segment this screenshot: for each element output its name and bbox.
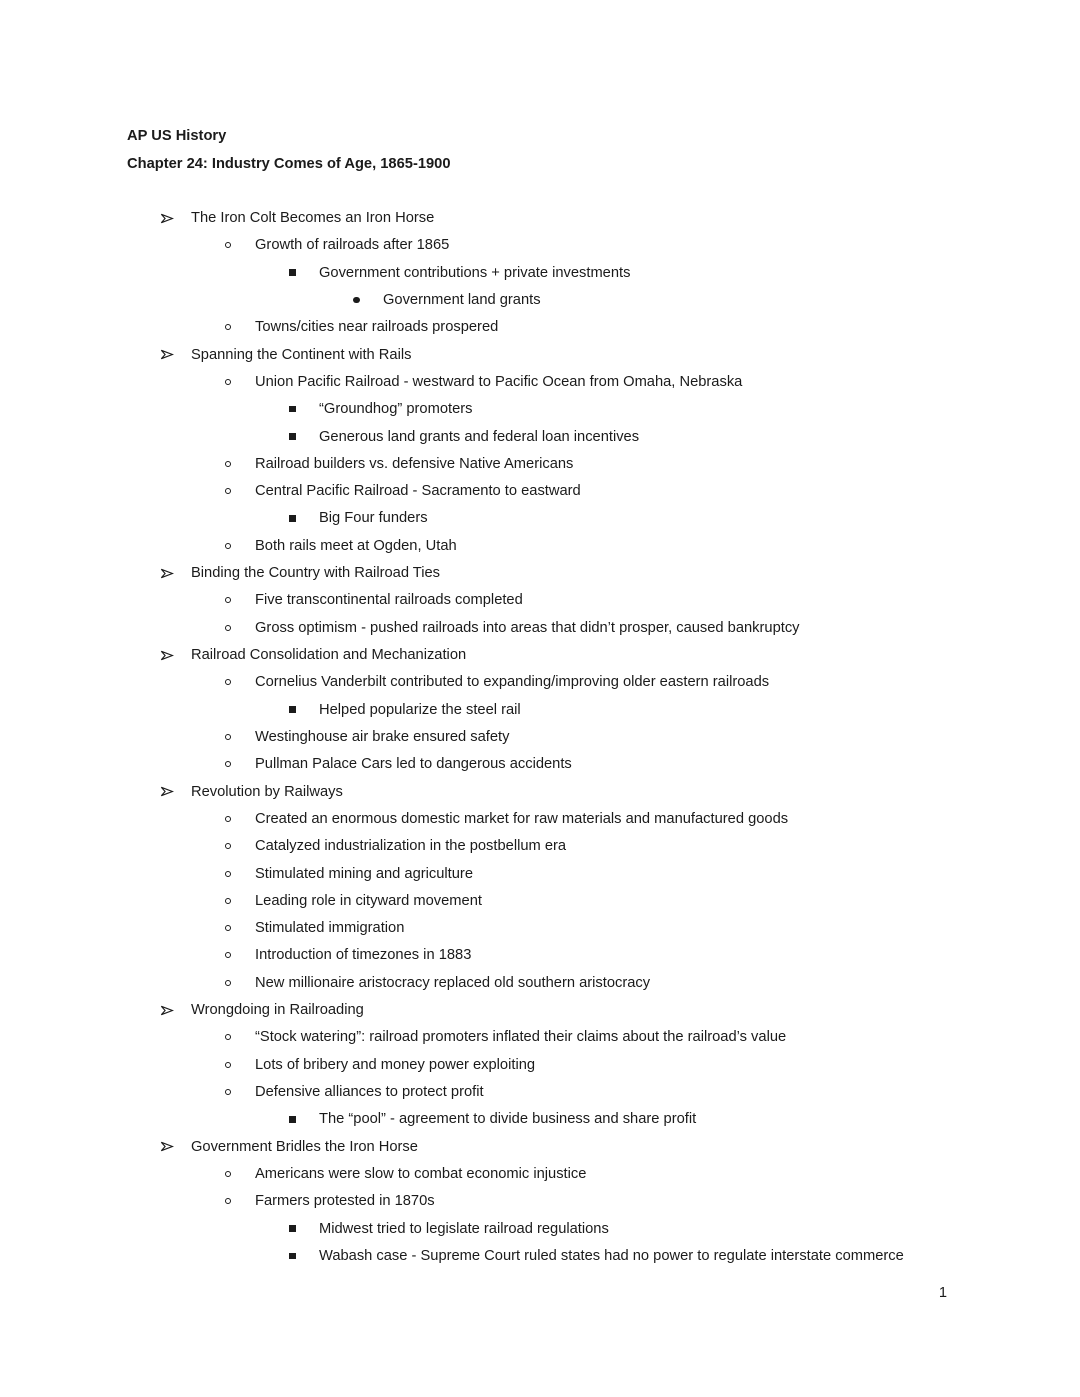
circle-bullet-icon	[224, 1089, 255, 1095]
arrowhead-bullet-icon	[160, 1141, 191, 1152]
list-item-text: Gross optimism - pushed railroads into areas that didn’t prosper, caused bankruptcy	[255, 619, 800, 636]
circle-bullet-icon	[224, 871, 255, 877]
list-item	[0, 805, 1080, 832]
outline-list	[0, 204, 1080, 1269]
list-item	[0, 969, 1080, 996]
circle-bullet-icon	[224, 543, 255, 549]
arrowhead-bullet-icon	[160, 213, 191, 224]
list-item-text: Wabash case - Supreme Court ruled states had no power to regulate interstate commerce	[319, 1247, 904, 1264]
circle-bullet-icon	[224, 324, 255, 330]
circle-bullet-icon	[224, 761, 255, 767]
list-item-text: Midwest tried to legislate railroad regulations	[319, 1220, 609, 1237]
list-item-text: Spanning the Continent with Rails	[191, 346, 412, 363]
list-item-text: Leading role in cityward movement	[255, 892, 482, 909]
document-subtitle: Chapter 24: Industry Comes of Age, 1865-1900	[127, 156, 451, 172]
list-item	[0, 232, 1080, 259]
circle-bullet-icon	[224, 1171, 255, 1177]
list-item	[0, 1024, 1080, 1051]
list-item	[0, 1051, 1080, 1078]
list-item	[0, 532, 1080, 559]
list-item	[0, 833, 1080, 860]
square-bullet-icon	[288, 433, 319, 440]
list-item-text: Stimulated immigration	[255, 920, 405, 937]
circle-bullet-icon	[224, 1034, 255, 1040]
list-item-text: Central Pacific Railroad - Sacramento to eastward	[255, 483, 581, 500]
list-item-text: Cornelius Vanderbilt contributed to expanding/improving older eastern railroads	[255, 674, 770, 691]
list-item-text: Towns/cities near railroads prospered	[255, 319, 499, 336]
circle-bullet-icon	[224, 488, 255, 494]
list-item-text: Union Pacific Railroad - westward to Pacific Ocean from Omaha, Nebraska	[255, 373, 743, 390]
circle-bullet-icon	[224, 980, 255, 986]
title-spacer	[0, 178, 1080, 204]
document-title: AP US History	[127, 128, 227, 144]
square-bullet-icon	[288, 706, 319, 713]
circle-bullet-icon	[224, 679, 255, 685]
square-bullet-icon	[288, 406, 319, 413]
list-item	[0, 915, 1080, 942]
page-number: 1	[938, 1285, 947, 1301]
list-item	[0, 423, 1080, 450]
list-item-text: Stimulated mining and agriculture	[255, 865, 473, 882]
circle-bullet-icon	[224, 925, 255, 931]
list-item-text: Five transcontinental railroads completed	[255, 592, 523, 609]
list-item	[0, 286, 1080, 313]
circle-bullet-icon	[224, 734, 255, 740]
list-item-text: Farmers protested in 1870s	[255, 1193, 435, 1210]
list-item-text: The “pool” - agreement to divide business and share profit	[319, 1111, 697, 1128]
circle-bullet-icon	[224, 952, 255, 958]
list-item-text: Westinghouse air brake ensured safety	[255, 728, 510, 745]
list-item-text: Catalyzed industrialization in the postbellum era	[255, 838, 567, 855]
square-bullet-icon	[288, 515, 319, 522]
list-item-text: Created an enormous domestic market for raw materials and manufactured goods	[255, 810, 789, 827]
list-item	[0, 1160, 1080, 1187]
list-item-text: Lots of bribery and money power exploiting	[255, 1056, 536, 1073]
arrowhead-bullet-icon	[160, 349, 191, 360]
list-item	[0, 396, 1080, 423]
circle-bullet-icon	[224, 1062, 255, 1068]
list-item	[0, 1133, 1080, 1160]
circle-bullet-icon	[224, 843, 255, 849]
arrowhead-bullet-icon	[160, 650, 191, 661]
list-item	[0, 341, 1080, 368]
list-item	[0, 559, 1080, 586]
list-item	[0, 587, 1080, 614]
list-item	[0, 314, 1080, 341]
arrowhead-bullet-icon	[160, 568, 191, 579]
list-item-text: Americans were slow to combat economic injustice	[255, 1165, 587, 1182]
circle-bullet-icon	[224, 461, 255, 467]
list-item-text: “Stock watering”: railroad promoters inflated their claims about the railroad’s value	[255, 1029, 787, 1046]
list-item	[0, 942, 1080, 969]
list-item-text: Introduction of timezones in 1883	[255, 947, 472, 964]
list-item-text: The Iron Colt Becomes an Iron Horse	[191, 210, 435, 227]
list-item	[0, 1078, 1080, 1105]
list-item-text: Railroad builders vs. defensive Native Americans	[255, 455, 574, 472]
circle-bullet-icon	[224, 816, 255, 822]
list-item	[0, 996, 1080, 1023]
list-item	[0, 478, 1080, 505]
list-item-text: Big Four funders	[319, 510, 428, 527]
circle-bullet-icon	[224, 242, 255, 248]
list-item	[0, 259, 1080, 286]
list-item	[0, 505, 1080, 532]
list-item	[0, 204, 1080, 231]
list-item-text: Binding the Country with Railroad Ties	[191, 565, 440, 582]
list-item-text: Revolution by Railways	[191, 783, 343, 800]
list-item-text: Government Bridles the Iron Horse	[191, 1138, 418, 1155]
circle-bullet-icon	[224, 597, 255, 603]
list-item-text: Both rails meet at Ogden, Utah	[255, 537, 457, 554]
list-item	[0, 887, 1080, 914]
list-item	[0, 450, 1080, 477]
list-item	[0, 723, 1080, 750]
list-item-text: “Groundhog” promoters	[319, 401, 473, 418]
circle-bullet-icon	[224, 625, 255, 631]
list-item	[0, 1106, 1080, 1133]
list-item	[0, 614, 1080, 641]
list-item-text: Pullman Palace Cars led to dangerous accidents	[255, 756, 572, 773]
list-item	[0, 1215, 1080, 1242]
circle-bullet-icon	[224, 1198, 255, 1204]
circle-bullet-icon	[224, 898, 255, 904]
list-item	[0, 696, 1080, 723]
square-bullet-icon	[288, 1225, 319, 1232]
circle-bullet-icon	[224, 379, 255, 385]
list-item	[0, 368, 1080, 395]
square-bullet-icon	[288, 269, 319, 276]
square-bullet-icon	[288, 1116, 319, 1123]
list-item	[0, 1242, 1080, 1269]
list-item	[0, 860, 1080, 887]
disc-bullet-icon	[352, 297, 383, 304]
list-item-text: Railroad Consolidation and Mechanization	[191, 647, 467, 664]
list-item-text: Government land grants	[383, 291, 541, 308]
arrowhead-bullet-icon	[160, 1005, 191, 1016]
list-item	[0, 778, 1080, 805]
list-item	[0, 641, 1080, 668]
list-item-text: Helped popularize the steel rail	[319, 701, 521, 718]
list-item-text: Wrongdoing in Railroading	[191, 1002, 364, 1019]
list-item-text: New millionaire aristocracy replaced old southern aristocracy	[255, 974, 651, 991]
list-item-text: Defensive alliances to protect profit	[255, 1084, 484, 1101]
list-item	[0, 1188, 1080, 1215]
list-item	[0, 669, 1080, 696]
square-bullet-icon	[288, 1253, 319, 1260]
arrowhead-bullet-icon	[160, 786, 191, 797]
list-item-text: Government contributions + private investments	[319, 264, 631, 281]
list-item	[0, 751, 1080, 778]
list-item-text: Generous land grants and federal loan incentives	[319, 428, 640, 445]
list-item-text: Growth of railroads after 1865	[255, 237, 450, 254]
